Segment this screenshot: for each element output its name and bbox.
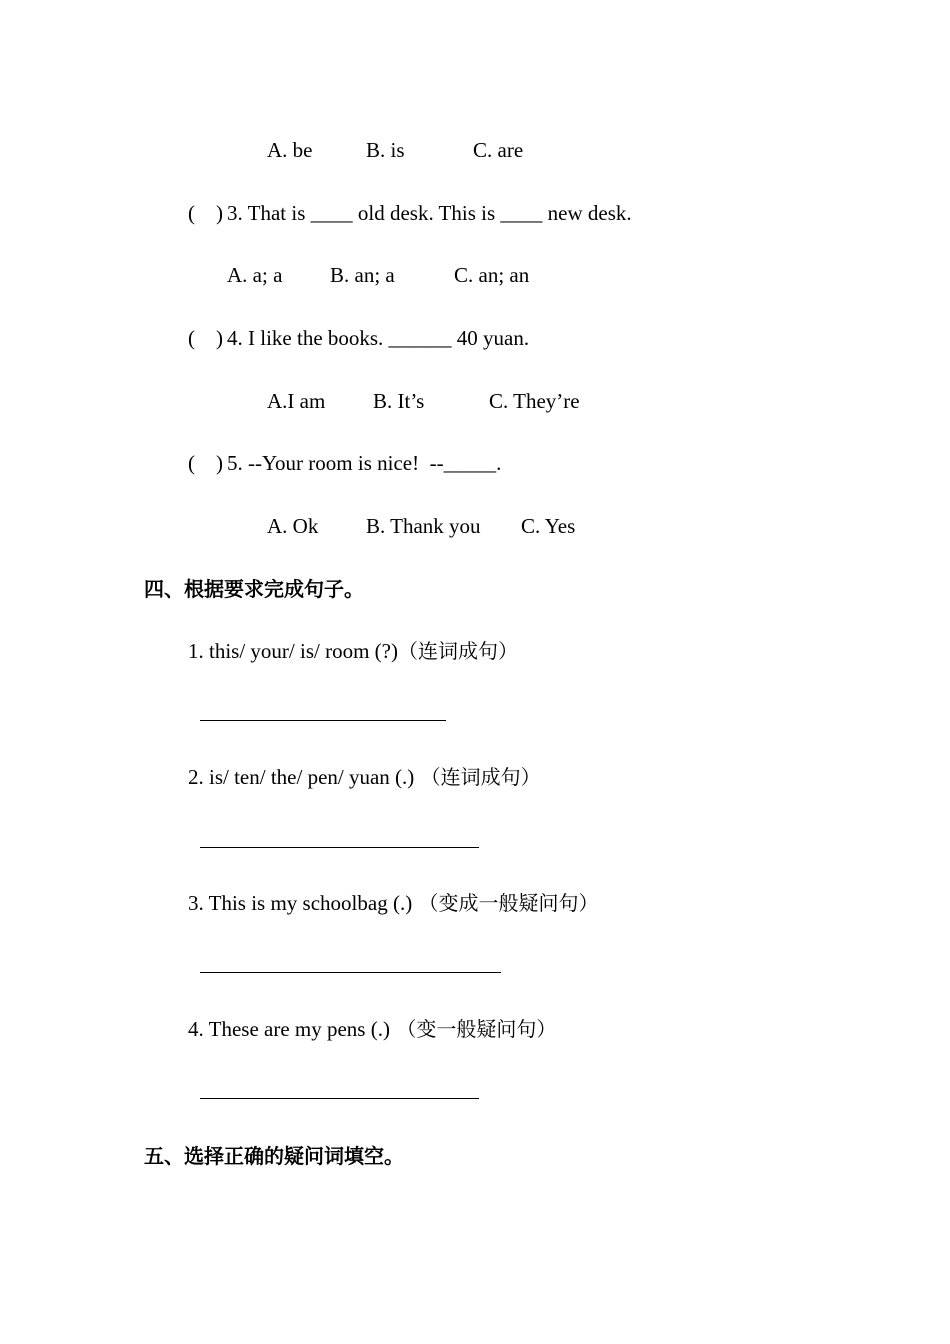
- item-3-note: （变成一般疑问句）: [412, 891, 599, 915]
- q5-option-b: B. Thank you: [366, 514, 481, 538]
- q3-option-b: B. an; a: [330, 263, 395, 287]
- item-3-answer-line[interactable]: [200, 972, 501, 973]
- q5-question: [188, 449, 501, 477]
- q3-option-a: A. a; a: [227, 263, 283, 287]
- item-1-answer-line[interactable]: [200, 720, 446, 721]
- item-2-answer-line[interactable]: [200, 847, 479, 848]
- item-3-text: 3. This is my schoolbag (.): [188, 891, 413, 915]
- q3-option-c: C. an; an: [454, 263, 530, 287]
- q2-option-c: C. are: [473, 138, 524, 162]
- item-4-text: 4. These are my pens (.): [188, 1017, 390, 1041]
- section4-item-3: [188, 889, 599, 917]
- section4-item-2: [188, 763, 541, 791]
- q3-question: [188, 199, 632, 227]
- q5-text: 5. --Your room is nice! --_____.: [227, 451, 502, 475]
- q4-answer-paren[interactable]: ( ): [188, 326, 223, 350]
- item-2-note: （连词成句）: [414, 765, 541, 789]
- q4-text: 4. I like the books. ______ 40 yuan.: [227, 326, 530, 350]
- q4-question: [188, 324, 529, 352]
- q2-option-a: A. be: [267, 138, 313, 162]
- q5-option-a: A. Ok: [267, 514, 319, 538]
- item-4-answer-line[interactable]: [200, 1098, 479, 1099]
- q4-option-c: C. They’re: [489, 389, 580, 413]
- section4-item-1: [188, 637, 518, 665]
- q5-option-c: C. Yes: [521, 514, 576, 538]
- q2-option-b: B. is: [366, 138, 405, 162]
- q4-option-a: A.I am: [267, 389, 326, 413]
- q4-option-b: B. It’s: [373, 389, 425, 413]
- item-1-note: （连词成句）: [397, 639, 518, 663]
- q5-answer-paren[interactable]: ( ): [188, 451, 223, 475]
- section4-item-4: [188, 1015, 556, 1043]
- q3-answer-paren[interactable]: ( ): [188, 201, 223, 225]
- item-2-text: 2. is/ ten/ the/ pen/ yuan (.): [188, 765, 415, 789]
- item-4-note: （变一般疑问句）: [389, 1017, 557, 1041]
- q3-text: 3. That is ____ old desk. This is ____ new desk.: [227, 201, 632, 225]
- section5-title: 五、选择正确的疑问词填空。: [144, 1144, 404, 1168]
- section4-title: 四、根据要求完成句子。: [144, 577, 364, 601]
- item-1-text: 1. this/ your/ is/ room (?): [188, 639, 398, 663]
